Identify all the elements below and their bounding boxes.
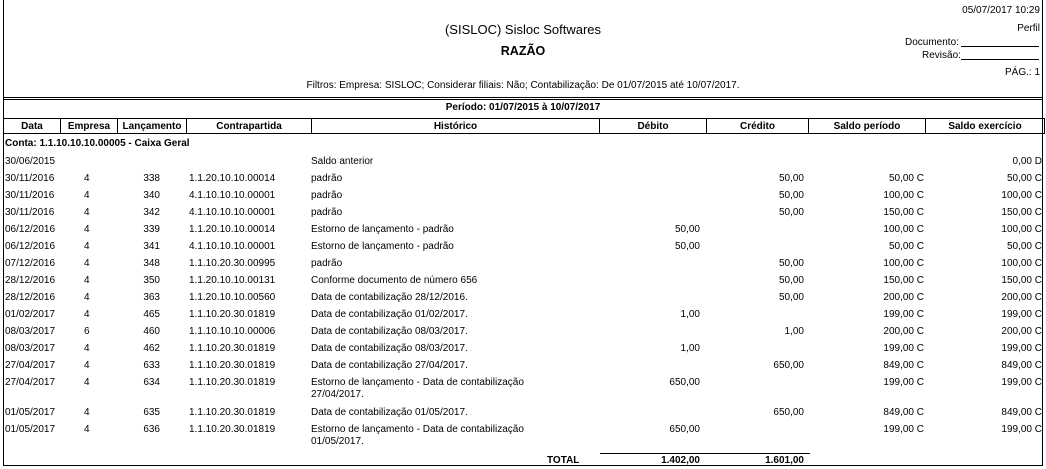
cell-historico: Data de contabilização 08/03/2017. <box>311 343 468 354</box>
col-credito: Crédito <box>707 119 809 134</box>
col-saldo-periodo: Saldo período <box>809 119 926 134</box>
cell-saldo-exercicio: 100,00 C <box>1001 190 1042 201</box>
cell-saldo-periodo: 50,00 C <box>888 173 924 184</box>
cell-data: 01/02/2017 <box>5 309 56 320</box>
table-row <box>0 154 1046 170</box>
cell-historico: Data de contabilização 08/03/2017. <box>311 326 468 337</box>
cell-saldo-exercicio: 150,00 C <box>1001 275 1042 286</box>
col-data: Data <box>4 119 61 134</box>
table-row <box>0 405 1046 421</box>
cell-data: 07/12/2016 <box>5 258 56 269</box>
cell-saldo-exercicio: 199,00 C <box>1001 377 1042 388</box>
filters-text: Filtros: Empresa: SISLOC; Considerar filiais: Não; Contabilização: De 01/07/2015 até 10/07/2017. <box>306 80 740 91</box>
cell-saldo-periodo: 100,00 C <box>883 224 924 235</box>
cell-data: 28/12/2016 <box>5 275 56 286</box>
revisao-line <box>961 59 1039 60</box>
cell-lancamento: 633 <box>143 360 160 371</box>
cell-contrapartida: 1.1.10.20.30.01819 <box>189 343 276 354</box>
table-row <box>0 239 1046 255</box>
conta-label: Conta: 1.1.10.10.10.00005 - Caixa Geral <box>5 138 190 149</box>
cell-historico-cont: 01/05/2017. <box>311 436 364 447</box>
cell-saldo-exercicio: 199,00 C <box>1001 424 1042 435</box>
cell-contrapartida: 1.1.10.20.30.01819 <box>189 360 276 371</box>
col-historico: Histórico <box>312 119 600 134</box>
cell-empresa: 4 <box>84 173 90 184</box>
cell-historico: padrão <box>311 173 343 184</box>
cell-contrapartida: 4.1.10.10.10.00001 <box>189 190 276 201</box>
cell-saldo-exercicio: 199,00 C <box>1001 309 1042 320</box>
cell-historico: Data de contabilização 27/04/2017. <box>311 360 468 371</box>
cell-historico: Estorno de lançamento - padrão <box>311 224 454 235</box>
table-row <box>0 341 1046 357</box>
cell-contrapartida: 1.1.10.20.30.01819 <box>189 407 276 418</box>
cell-saldo-exercicio: 200,00 C <box>1001 292 1042 303</box>
cell-empresa: 4 <box>84 407 90 418</box>
cell-debito: 650,00 <box>669 424 700 435</box>
cell-contrapartida: 4.1.10.10.10.00001 <box>189 207 276 218</box>
cell-debito: 50,00 <box>674 241 700 252</box>
table-row <box>0 307 1046 323</box>
column-header <box>3 118 1045 134</box>
cell-saldo-periodo: 199,00 C <box>883 343 924 354</box>
cell-saldo-periodo: 200,00 C <box>883 292 924 303</box>
cell-saldo-exercicio: 0,00 D <box>1012 156 1042 167</box>
total-debito: 1.402,00 <box>661 455 700 466</box>
col-lancamento: Lançamento <box>118 119 187 134</box>
cell-saldo-exercicio: 200,00 C <box>1001 326 1042 337</box>
cell-lancamento: 363 <box>143 292 160 303</box>
cell-contrapartida: 1.1.20.10.10.00131 <box>189 275 276 286</box>
cell-credito: 50,00 <box>778 275 804 286</box>
cell-data: 28/12/2016 <box>5 292 56 303</box>
divider <box>3 97 1043 98</box>
cell-data: 08/03/2017 <box>5 326 56 337</box>
cell-historico: Data de contabilização 28/12/2016. <box>311 292 468 303</box>
cell-empresa: 4 <box>84 360 90 371</box>
cell-historico: padrão <box>311 207 343 218</box>
cell-lancamento: 339 <box>143 224 160 235</box>
cell-historico: Estorno de lançamento - padrão <box>311 241 454 252</box>
cell-lancamento: 341 <box>143 241 160 252</box>
cell-data: 01/05/2017 <box>5 424 56 435</box>
total-label: TOTAL <box>547 455 580 466</box>
cell-contrapartida: 4.1.10.10.10.00001 <box>189 241 276 252</box>
cell-empresa: 4 <box>84 343 90 354</box>
cell-saldo-exercicio: 100,00 C <box>1001 224 1042 235</box>
cell-lancamento: 460 <box>143 326 160 337</box>
cell-lancamento: 465 <box>143 309 160 320</box>
cell-contrapartida: 1.1.20.10.10.00560 <box>189 292 276 303</box>
cell-credito: 50,00 <box>778 173 804 184</box>
cell-contrapartida: 1.1.20.10.10.00014 <box>189 173 276 184</box>
cell-saldo-periodo: 150,00 C <box>883 207 924 218</box>
cell-credito: 650,00 <box>773 407 804 418</box>
cell-saldo-periodo: 849,00 C <box>883 360 924 371</box>
documento-line <box>961 46 1039 47</box>
total-credito: 1.601,00 <box>765 455 804 466</box>
divider <box>3 99 1043 100</box>
cell-empresa: 4 <box>84 224 90 235</box>
cell-lancamento: 350 <box>143 275 160 286</box>
table-row <box>0 205 1046 221</box>
cell-contrapartida: 1.1.10.20.30.01819 <box>189 309 276 320</box>
cell-saldo-periodo: 200,00 C <box>883 326 924 337</box>
cell-saldo-exercicio: 100,00 C <box>1001 258 1042 269</box>
cell-saldo-periodo: 100,00 C <box>883 258 924 269</box>
cell-data: 06/12/2016 <box>5 224 56 235</box>
cell-saldo-periodo: 199,00 C <box>883 424 924 435</box>
cell-empresa: 4 <box>84 190 90 201</box>
cell-historico: Data de contabilização 01/05/2017. <box>311 407 468 418</box>
cell-saldo-periodo: 150,00 C <box>883 275 924 286</box>
cell-contrapartida: 1.1.10.20.30.01819 <box>189 377 276 388</box>
cell-debito: 1,00 <box>680 309 700 320</box>
table-row <box>0 256 1046 272</box>
company-name: (SISLOC) Sisloc Softwares <box>444 22 602 37</box>
cell-data: 30/11/2016 <box>5 173 55 184</box>
cell-historico: Data de contabilização 01/02/2017. <box>311 309 468 320</box>
cell-saldo-exercicio: 50,00 C <box>1006 241 1042 252</box>
cell-data: 30/06/2015 <box>5 156 56 167</box>
total-line <box>600 453 810 454</box>
revisao-label: Revisão: <box>922 50 961 61</box>
cell-contrapartida: 1.1.20.10.10.00014 <box>189 224 276 235</box>
cell-empresa: 4 <box>84 241 90 252</box>
report-datetime: 05/07/2017 10:29 <box>962 5 1040 16</box>
cell-lancamento: 348 <box>143 258 160 269</box>
table-row <box>0 222 1046 238</box>
cell-debito: 650,00 <box>669 377 700 388</box>
cell-empresa: 4 <box>84 275 90 286</box>
cell-credito: 650,00 <box>773 360 804 371</box>
report-title: RAZÃO <box>500 44 546 58</box>
page-number: PÁG.: 1 <box>1004 67 1040 78</box>
cell-credito: 50,00 <box>778 190 804 201</box>
cell-credito: 50,00 <box>778 292 804 303</box>
cell-credito: 1,00 <box>784 326 804 337</box>
cell-credito: 50,00 <box>778 207 804 218</box>
cell-saldo-exercicio: 150,00 C <box>1001 207 1042 218</box>
cell-credito: 50,00 <box>778 258 804 269</box>
cell-saldo-periodo: 199,00 C <box>883 377 924 388</box>
table-row <box>0 290 1046 306</box>
cell-saldo-periodo: 50,00 C <box>888 241 924 252</box>
cell-contrapartida: 1.1.10.20.30.01819 <box>189 424 276 435</box>
cell-lancamento: 342 <box>143 207 160 218</box>
cell-empresa: 4 <box>84 309 90 320</box>
cell-data: 08/03/2017 <box>5 343 56 354</box>
cell-saldo-periodo: 199,00 C <box>883 309 924 320</box>
cell-lancamento: 462 <box>143 343 160 354</box>
cell-historico: Estorno de lançamento - Data de contabilização <box>311 424 524 435</box>
cell-saldo-periodo: 849,00 C <box>883 407 924 418</box>
table-row <box>0 422 1046 447</box>
cell-debito: 1,00 <box>680 343 700 354</box>
cell-lancamento: 338 <box>143 173 160 184</box>
cell-empresa: 4 <box>84 207 90 218</box>
periodo-text: Período: 01/07/2015 à 10/07/2017 <box>445 102 601 113</box>
cell-saldo-exercicio: 50,00 C <box>1006 173 1042 184</box>
cell-saldo-exercicio: 849,00 C <box>1001 360 1042 371</box>
cell-historico: Estorno de lançamento - Data de contabilização <box>311 377 524 388</box>
cell-data: 27/04/2017 <box>5 377 56 388</box>
cell-empresa: 6 <box>84 326 90 337</box>
cell-empresa: 4 <box>84 424 90 435</box>
cell-debito: 50,00 <box>674 224 700 235</box>
cell-data: 06/12/2016 <box>5 241 56 252</box>
cell-contrapartida: 1.1.10.10.10.00006 <box>189 326 276 337</box>
cell-empresa: 4 <box>84 258 90 269</box>
cell-saldo-exercicio: 199,00 C <box>1001 343 1042 354</box>
cell-historico: Conforme documento de número 656 <box>311 275 478 286</box>
cell-data: 30/11/2016 <box>5 207 55 218</box>
table-row <box>0 358 1046 374</box>
perfil-label: Perfil <box>1017 23 1040 34</box>
table-row <box>0 375 1046 400</box>
cell-saldo-exercicio: 849,00 C <box>1001 407 1042 418</box>
cell-data: 27/04/2017 <box>5 360 56 371</box>
table-row <box>0 273 1046 289</box>
cell-lancamento: 634 <box>143 377 160 388</box>
cell-historico: padrão <box>311 190 343 201</box>
table-row <box>0 324 1046 340</box>
table-row <box>0 188 1046 204</box>
col-contrapartida: Contrapartida <box>187 119 312 134</box>
cell-lancamento: 340 <box>143 190 160 201</box>
col-debito: Débito <box>600 119 707 134</box>
cell-historico: padrão <box>311 258 343 269</box>
cell-contrapartida: 1.1.10.20.30.00995 <box>189 258 276 269</box>
documento-label: Documento: <box>905 37 959 48</box>
col-empresa: Empresa <box>61 119 118 134</box>
cell-historico-cont: 27/04/2017. <box>311 389 364 400</box>
cell-lancamento: 635 <box>143 407 160 418</box>
table-row <box>0 171 1046 187</box>
cell-data: 30/11/2016 <box>5 190 55 201</box>
cell-historico: Saldo anterior <box>311 156 374 167</box>
cell-data: 01/05/2017 <box>5 407 56 418</box>
cell-empresa: 4 <box>84 377 90 388</box>
cell-empresa: 4 <box>84 292 90 303</box>
col-saldo-exercicio: Saldo exercício <box>926 119 1045 134</box>
cell-lancamento: 636 <box>143 424 160 435</box>
cell-saldo-periodo: 100,00 C <box>883 190 924 201</box>
